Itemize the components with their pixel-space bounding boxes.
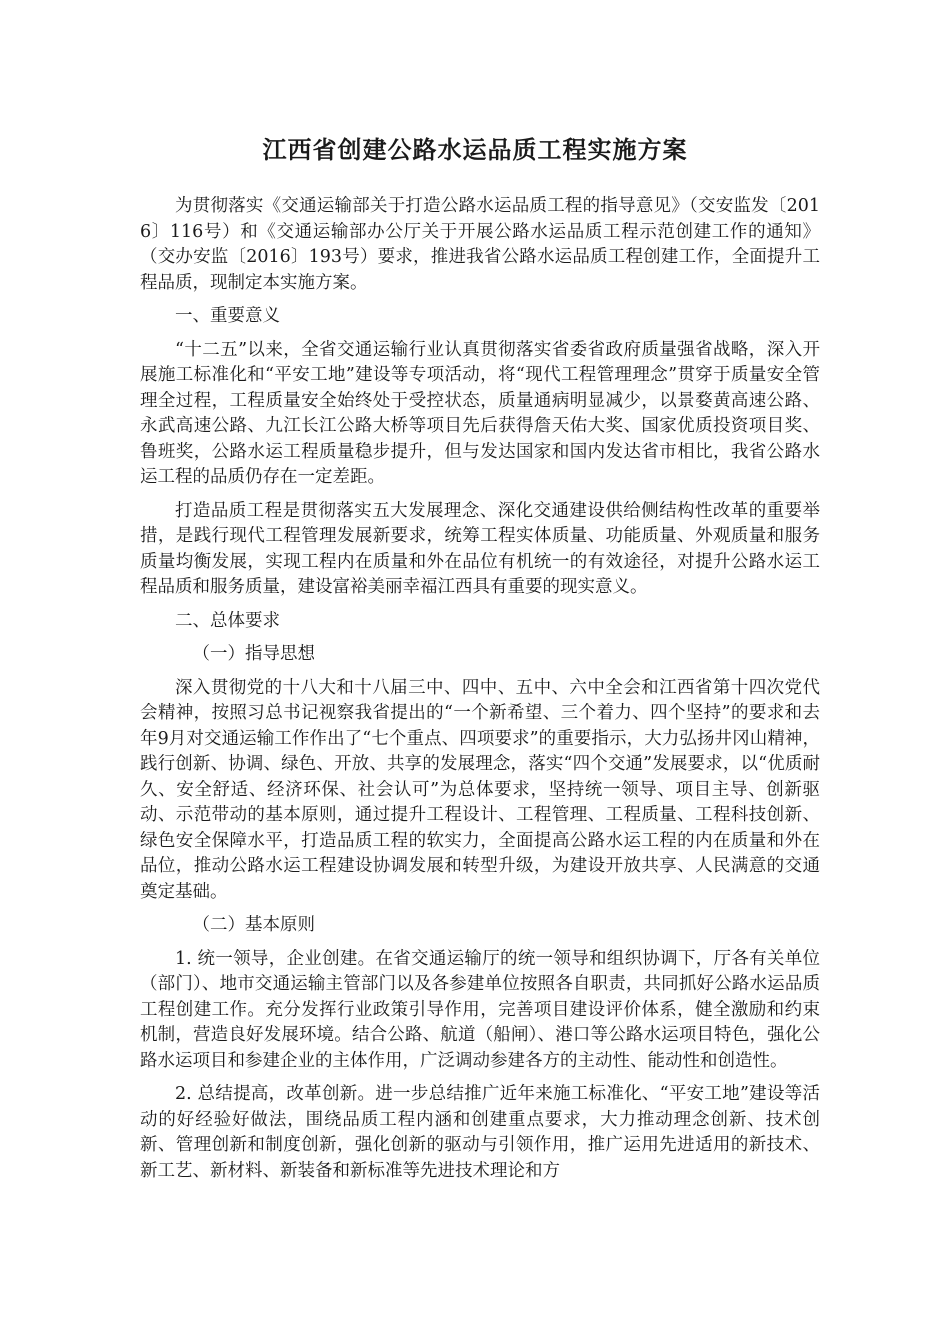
principle-paragraph-2: 2. 总结提高，改革创新。进一步总结推广近年来施工标准化、“平安工地”建设等活动的好经验好做法，围绕品质工程内涵和创建重点要求，大力推动理念创新、技术创新、管理创新和制度创新，强化创新的驱动与引领作用，推广运用先进适用的新技术、新工艺、新材料、新装备和新标准等先进技术理论和方 [140,1084,820,1181]
intro-paragraph: 为贯彻落实《交通运输部关于打造公路水运品质工程的指导意见》（交安监发〔2016〕116号）和《交通运输部办公厅关于开展公路水运品质工程示范创建工作的通知》（交办安监〔2016〕193号）要求，推进我省公路水运品质工程创建工作，全面提升工程品质，现制定本实施方案。 [140,196,820,293]
significance-paragraph-2: 打造品质工程是贯彻落实五大发展理念、深化交通建设供给侧结构性改革的重要举措，是践行现代工程管理发展新要求，统筹工程实体质量、功能质量、外观质量和服务质量均衡发展，实现工程内在质量和外在品位有机统一的有效途径，对提升公路水运工程品质和服务质量，建设富裕美丽幸福江西具有重要的现实意义。 [140,500,820,597]
section-heading-requirements: 二、总体要求 [175,610,280,631]
subheading-guiding-ideology: （一）指导思想 [192,644,315,664]
principle-paragraph-1: 1. 统一领导，企业创建。在省交通运输厅的统一领导和组织协调下，厅各有关单位（部门）、地市交通运输主管部门以及各参建单位按照各自职责，共同抓好公路水运品质工程创建工作。充分发挥行业政策引导作用，完善项目建设评价体系，健全激励和约束机制，营造良好发展环境。结合公路、航道（船闸）、港口等公路水运项目特色，强化公路水运项目和参建企业的主体作用，广泛调动参建各方的主动性、能动性和创造性。 [140,948,820,1071]
document-body [140,194,820,1192]
guiding-ideology-paragraph: 深入贯彻党的十八大和十八届三中、四中、五中、六中全会和江西省第十四次党代会精神，按照习总书记视察我省提出的“一个新希望、三个着力、四个坚持”的要求和去年9月对交通运输工作作出了“七个重点、四项要求”的重要指示，大力弘扬井冈山精神，践行创新、协调、绿色、开放、共享的发展理念，落实“四个交通”发展要求，以“优质耐久、安全舒适、经济环保、社会认可”为总体要求，坚持统一领导、项目主导、创新驱动、示范带动的基本原则，通过提升工程设计、工程管理、工程质量、工程科技创新、绿色安全保障水平，打造品质工程的软实力，全面提高公路水运工程的内在质量和外在品位，推动公路水运工程建设协调发展和转型升级，为建设开放共享、人民满意的交通奠定基础。 [140,677,820,902]
document-title: 江西省创建公路水运品质工程实施方案 [262,135,688,165]
section-heading-significance: 一、重要意义 [175,306,280,326]
subheading-basic-principles: （二）基本原则 [192,915,315,935]
significance-paragraph-1: “十二五”以来，全省交通运输行业认真贯彻落实省委省政府质量强省战略，深入开展施工标准化和“平安工地”建设等专项活动，将“现代工程管理理念”贯穿于质量安全管理全过程，工程质量安全始终处于受控状态，质量通病明显减少，以景婺黄高速公路、永武高速公路、九江长江公路大桥等项目先后获得詹天佑大奖、国家优质投资项目奖、鲁班奖，公路水运工程质量稳步提升，但与发达国家和国内发达省市相比，我省公路水运工程的品质仍存在一定差距。 [140,339,820,487]
